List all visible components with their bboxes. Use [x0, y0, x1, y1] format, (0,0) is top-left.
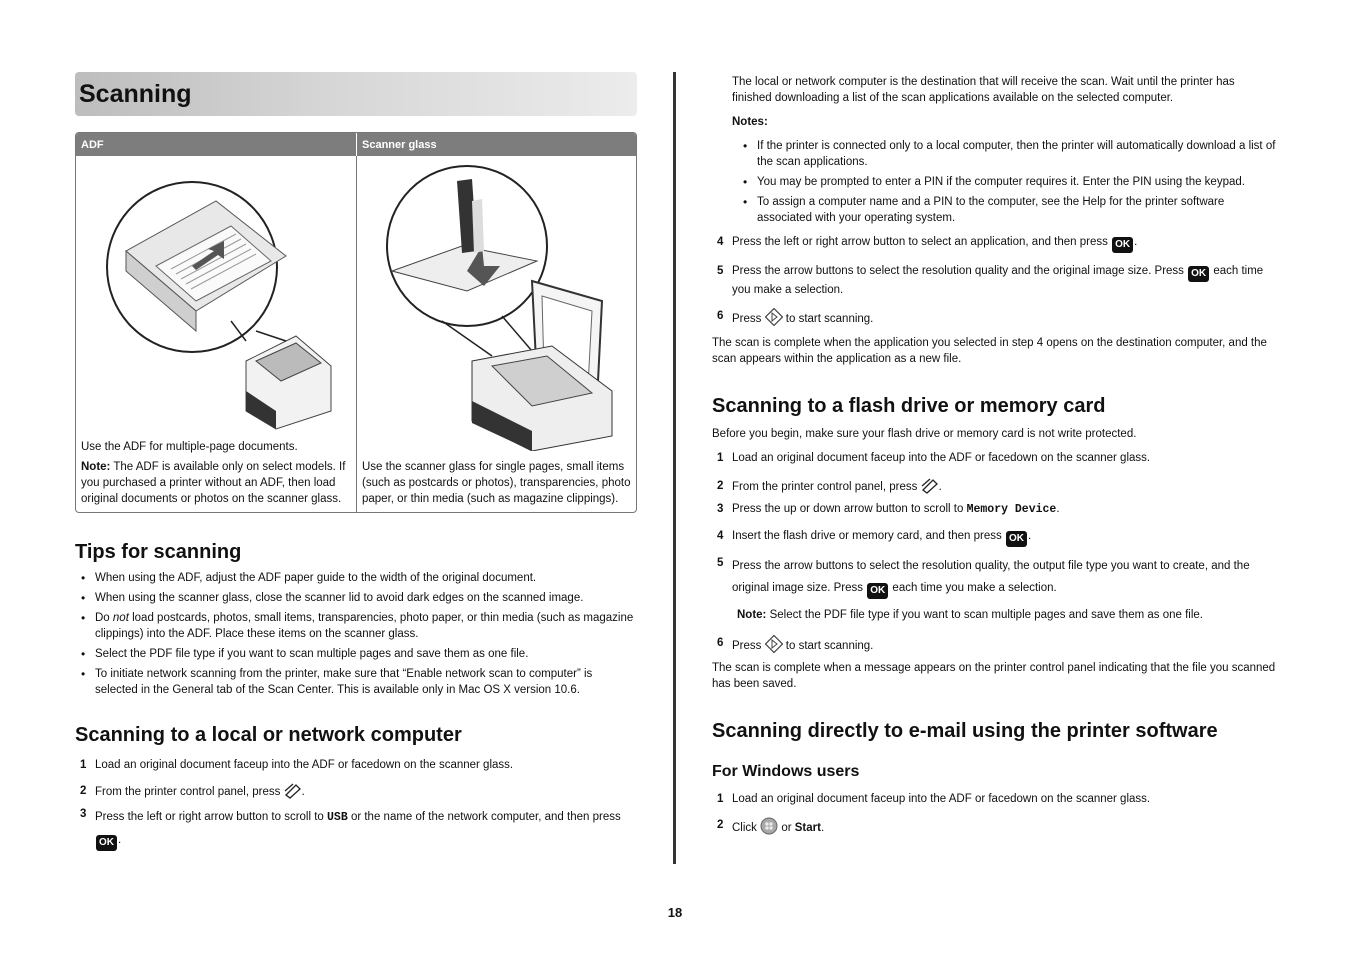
flash-complete-text: The scan is complete when a message appears on the printer control panel indicating that the file you scanned has been saved.	[712, 662, 1276, 690]
step-end: .	[1056, 503, 1060, 515]
adf-vs-glass-table	[75, 132, 637, 513]
right-column	[712, 72, 1277, 836]
step-text-part: Insert the flash drive or memory card, and then press	[732, 530, 1002, 542]
step-text: Load an original document faceup into the ADF or facedown on the scanner glass.	[732, 452, 1151, 464]
step-number: 4	[717, 236, 724, 248]
step-number: 4	[717, 530, 724, 542]
left-column	[75, 72, 637, 851]
step-text	[732, 308, 1277, 327]
step-text-part: From the printer control panel, press	[732, 481, 918, 493]
adf-header: ADF	[76, 133, 356, 156]
step	[712, 234, 1277, 253]
notes-label: Notes:	[732, 116, 768, 128]
ok-button-icon: OK	[1006, 531, 1027, 547]
step-number: 2	[80, 785, 87, 797]
tip-item	[75, 610, 637, 642]
usb-code: USB	[327, 811, 348, 824]
step-text-part: to start scanning.	[782, 313, 874, 325]
flash-intro: Before you begin, make sure your flash drive or memory card is not write protected.	[712, 428, 1137, 440]
step-end: .	[1027, 530, 1032, 542]
step-text	[732, 817, 1277, 836]
scanner-glass-cell	[356, 156, 636, 512]
step	[712, 478, 1277, 495]
flash-note	[712, 607, 1277, 623]
step	[75, 783, 637, 800]
step-number: 5	[717, 557, 724, 569]
ok-button-icon: OK	[96, 835, 117, 851]
step-text-part: each time you make a selection.	[732, 265, 1264, 296]
step-text-part: Click	[732, 822, 757, 834]
step	[712, 308, 1277, 327]
step-number: 6	[717, 310, 724, 322]
email-heading: Scanning directly to e-mail using the printer software	[712, 720, 1218, 742]
tip-item: • When using the scanner glass, close the scanner lid to avoid dark edges on the scanned image.	[75, 590, 637, 606]
step-text-part: or	[778, 822, 795, 834]
step-text-part: each time you make a selection.	[889, 582, 1057, 594]
page-number: 18	[667, 905, 683, 920]
tip-item: • To initiate network scanning from the printer, make sure that “Enable network scan to computer” is selected in the General tab of the Scan Center. This is available only in Mac OS X version 10.6.	[75, 666, 637, 698]
adf-note-text: The ADF is available only on select models. If you purchased a printer without an ADF, then load original documents or photos on the scanner glass.	[81, 461, 346, 505]
step-end: .	[118, 834, 122, 846]
step-text-part: Press	[732, 313, 762, 325]
step	[712, 791, 1277, 807]
start-icon	[765, 635, 783, 653]
step	[712, 450, 1277, 466]
note-item: • To assign a computer name and a PIN to the computer, see the Help for the printer software associated with your operating system.	[737, 194, 1277, 226]
step	[75, 757, 637, 773]
scanner-glass-header: Scanner glass	[356, 133, 636, 156]
scan-icon	[921, 478, 939, 494]
adf-note	[81, 459, 351, 507]
step-text-part: Press the arrow buttons to select the resolution quality and the original image size. Press	[732, 265, 1184, 277]
step-text	[95, 783, 637, 800]
tips-list	[75, 570, 637, 698]
column-divider	[673, 72, 676, 864]
note-label: Note:	[737, 609, 767, 621]
step-number: 1	[80, 759, 87, 771]
flash-drive-heading: Scanning to a flash drive or memory card	[712, 395, 1106, 417]
step-text	[95, 806, 637, 851]
adf-description: Use the ADF for multiple-page documents.	[81, 441, 298, 453]
step-number: 3	[80, 808, 87, 820]
step-number: 6	[717, 637, 724, 649]
step	[712, 817, 1277, 836]
scanner-glass-description: Use the scanner glass for single pages, small items (such as postcards or photos), transparencies, photo paper, or thin media (such as magazine clippings).	[362, 461, 631, 505]
step-text	[732, 555, 1277, 599]
adf-cell	[76, 156, 356, 512]
step-number: 2	[717, 480, 724, 492]
ok-button-icon: OK	[867, 583, 888, 599]
destination-intro: The local or network computer is the destination that will receive the scan. Wait until the printer has finished downloading a list of the scan applications available on the selected computer.	[732, 76, 1235, 104]
scan-icon	[284, 783, 302, 799]
step-number: 1	[717, 793, 724, 805]
email-steps	[712, 791, 1277, 836]
step-text-part: Press the arrow buttons to select the resolution quality, the output file type you want to create, and the original image size. Press	[732, 560, 1250, 594]
step-text-part: Press the left or right arrow button to select an application, and then press	[732, 236, 1108, 248]
scanner-glass-illustration	[372, 161, 622, 451]
adf-note-label: Note:	[81, 461, 111, 473]
step-text	[732, 635, 1277, 654]
start-label: Start	[794, 822, 821, 834]
scan-complete-text: The scan is complete when the application you selected in step 4 opens on the destination computer, and the scan appears within the application as a new file.	[712, 337, 1267, 365]
step-end: .	[820, 822, 825, 834]
tips-heading: Tips for scanning	[75, 541, 242, 563]
note-item: • You may be prompted to enter a PIN if the computer requires it. Enter the PIN using the keypad.	[737, 174, 1277, 190]
step	[712, 528, 1277, 547]
step-text	[732, 501, 1277, 518]
local-steps	[75, 757, 637, 851]
ok-button-icon: OK	[1112, 237, 1133, 253]
windows-users-heading: For Windows users	[712, 763, 860, 780]
section-banner	[75, 72, 637, 116]
step-text: Load an original document faceup into the ADF or facedown on the scanner glass.	[95, 759, 514, 771]
step-text	[732, 234, 1277, 253]
step-number: 2	[717, 819, 724, 831]
step-number: 3	[717, 503, 724, 515]
start-icon	[765, 308, 783, 326]
steps-continued	[712, 234, 1277, 327]
flash-steps	[712, 450, 1277, 654]
step	[712, 263, 1277, 298]
local-network-heading: Scanning to a local or network computer	[75, 724, 462, 746]
memory-device-code: Memory Device	[966, 503, 1057, 516]
page-title: Scanning	[79, 79, 192, 108]
step	[75, 806, 637, 851]
step-text-part: From the printer control panel, press	[95, 786, 281, 798]
step-text-part: Press the left or right arrow button to scroll to	[95, 811, 328, 823]
step	[712, 501, 1277, 518]
tip-emphasis: not	[112, 612, 129, 624]
windows-start-icon	[760, 817, 778, 835]
step-text-part: to start scanning.	[782, 640, 874, 652]
step-end: .	[938, 481, 942, 493]
adf-illustration	[96, 171, 336, 431]
ok-button-icon: OK	[1188, 266, 1209, 282]
tip-item: • Select the PDF file type if you want to scan multiple pages and save them as one file.	[75, 646, 637, 662]
tip-item: • When using the ADF, adjust the ADF paper guide to the width of the original document.	[75, 570, 637, 586]
note-item: • If the printer is connected only to a local computer, then the printer will automatically download a list of the scan applications.	[737, 138, 1277, 170]
step-end: .	[301, 786, 305, 798]
step-text: Load an original document faceup into the ADF or facedown on the scanner glass.	[732, 793, 1151, 805]
step-text	[732, 263, 1277, 298]
step-text-part: Press the up or down arrow button to scroll to	[732, 503, 967, 515]
step	[712, 555, 1277, 599]
step-text	[732, 528, 1277, 547]
step-number: 1	[717, 452, 724, 464]
step	[712, 635, 1277, 654]
note-text: Select the PDF file type if you want to scan multiple pages and save them as one file.	[766, 609, 1203, 621]
notes-list	[712, 138, 1277, 226]
step-text	[732, 478, 1277, 495]
tip-text: load postcards, photos, small items, transparencies, photo paper, or thin media (such as magazine clippings) into the ADF. Place these items on the scanner glass.	[95, 612, 634, 640]
step-text-part: or the name of the network computer, and then press	[347, 811, 621, 823]
tip-prefix: Do	[95, 612, 113, 624]
step-number: 5	[717, 265, 724, 277]
step-end: .	[1134, 236, 1138, 248]
step-text-part: Press	[732, 640, 762, 652]
